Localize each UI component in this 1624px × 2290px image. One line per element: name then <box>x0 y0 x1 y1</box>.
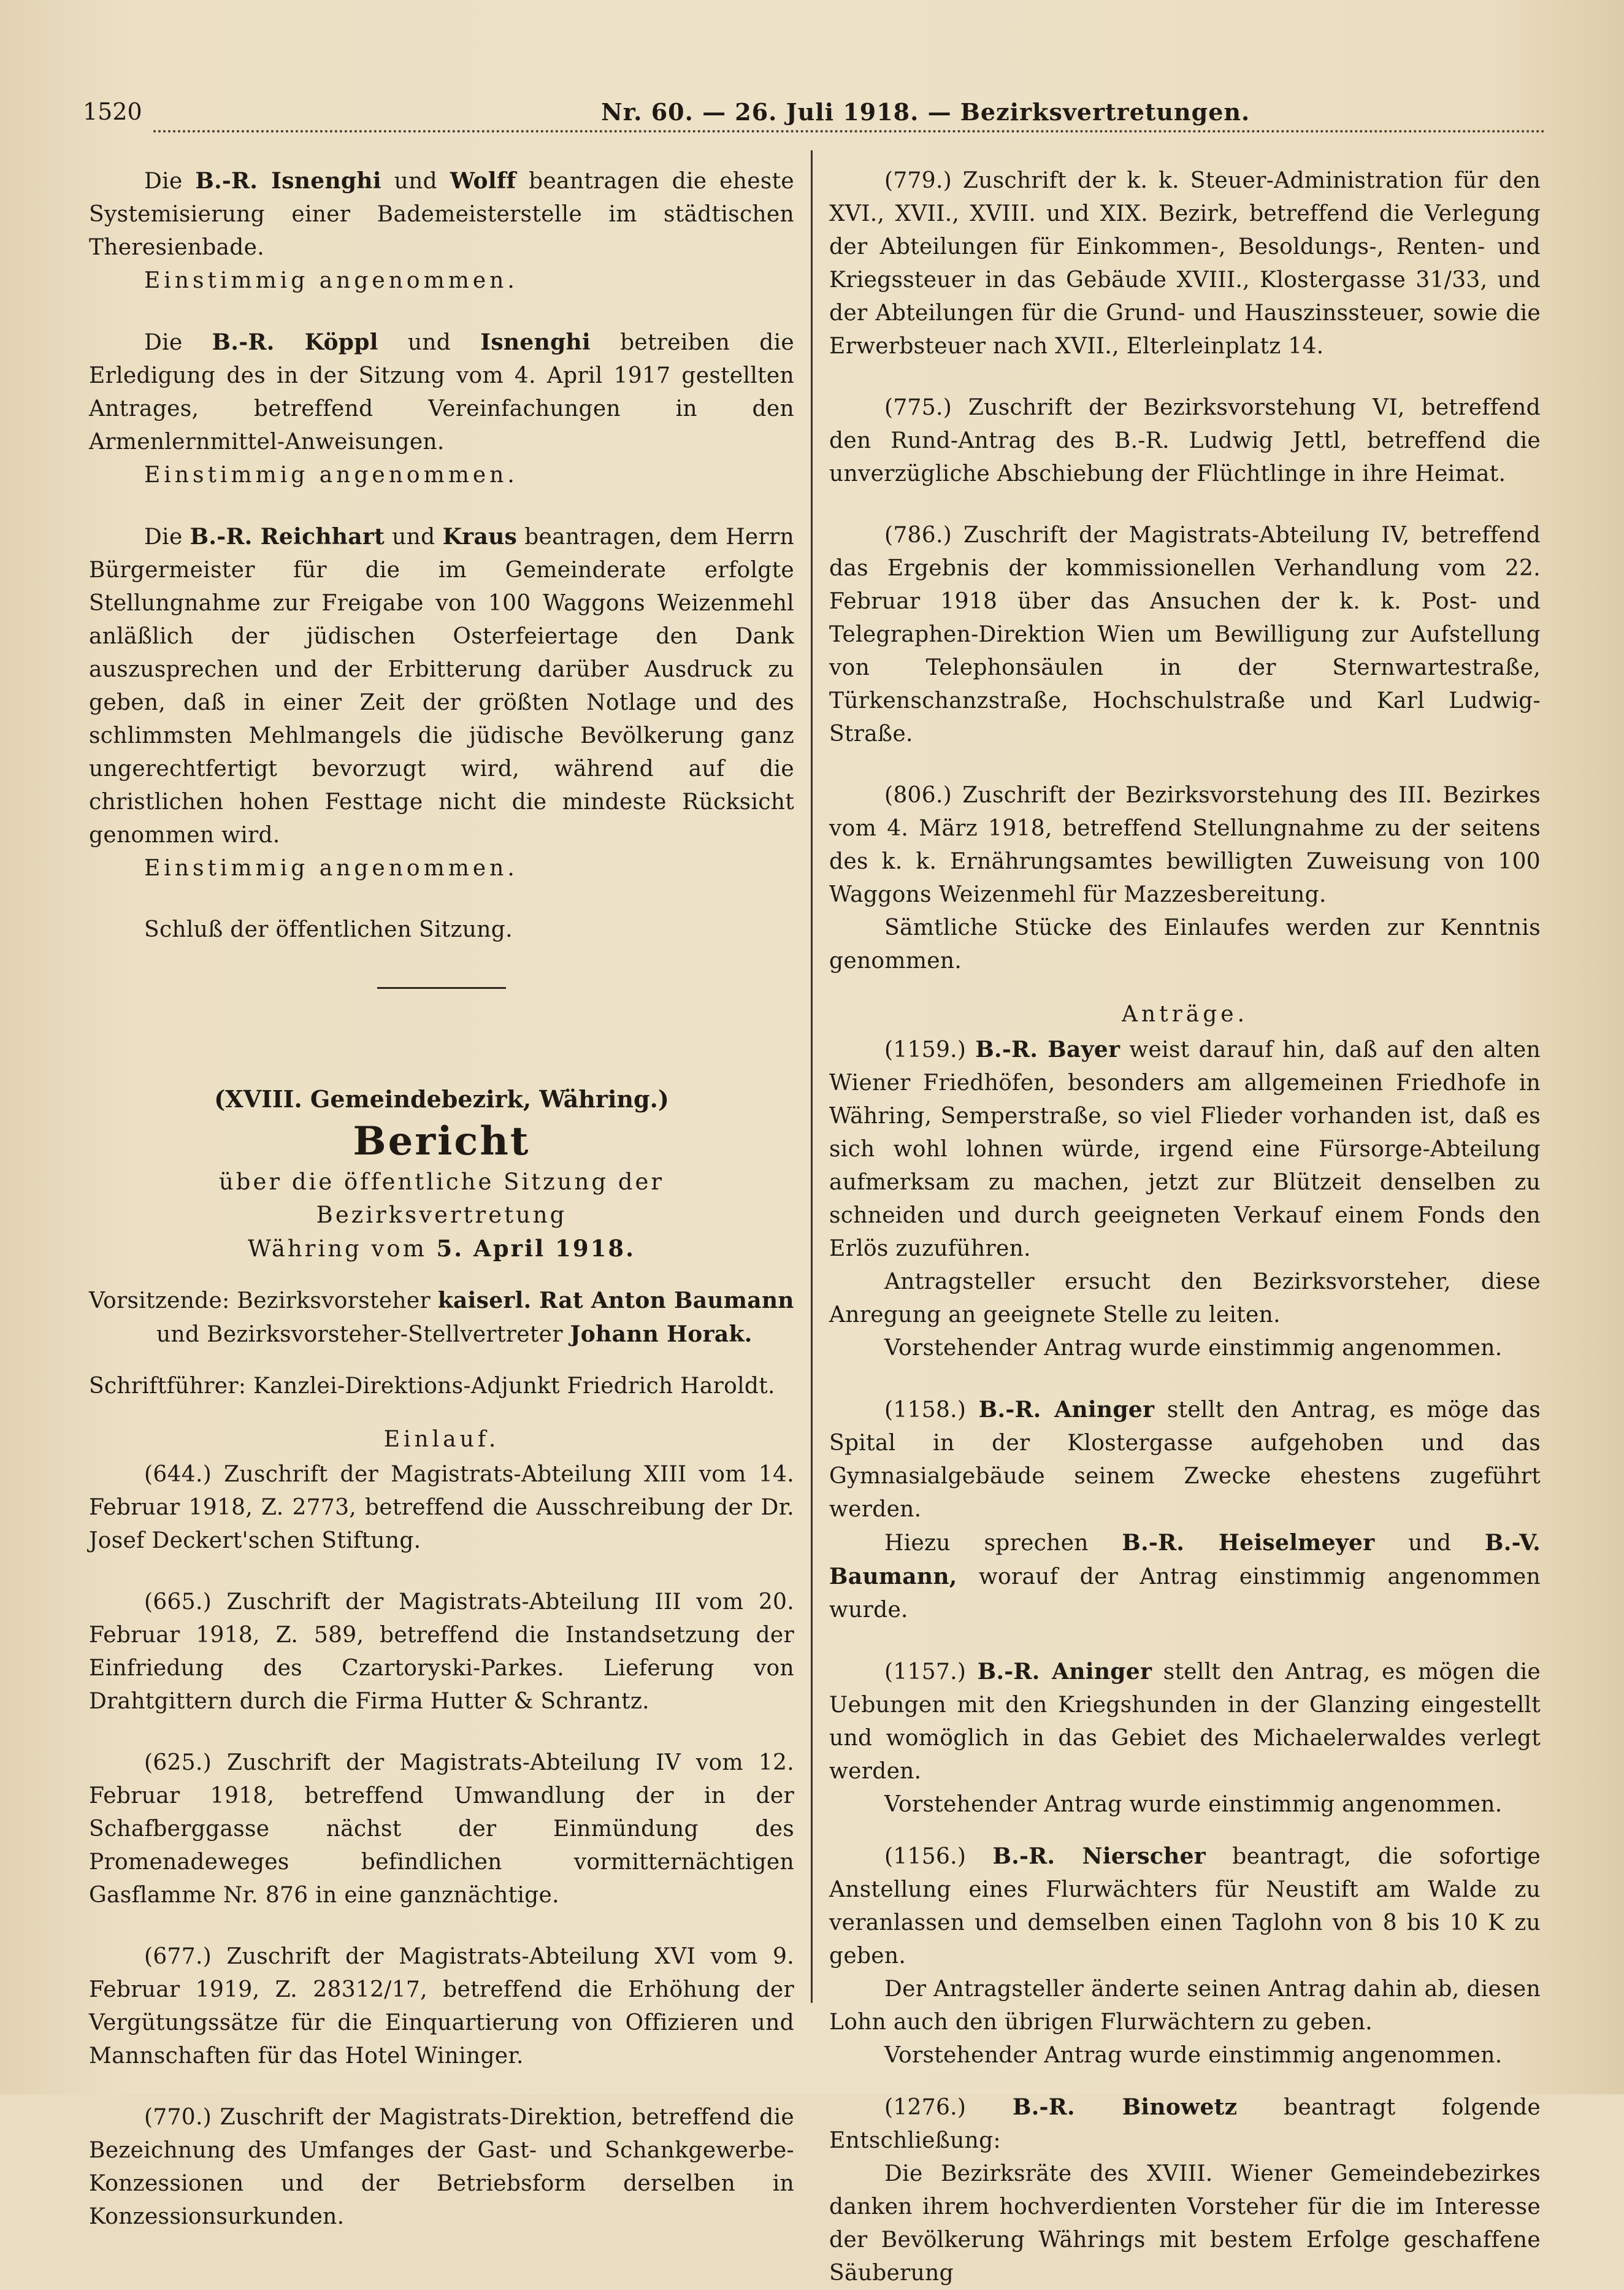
antrag-1159-p2: Antragsteller ersucht den Bezirksvorsteher, diese Anregung an geeignete Stelle zu leiten. <box>829 1269 1541 1328</box>
einlauf-item: (677.) Zuschrift der Magistrats-Abteilung XVI vom 9. Februar 1919, Z. 28312/17, betreffend die Erhöhung der Vergütungssätze für die Einquartierung von Offizieren und Mannschaften für das Hotel Wininger. <box>89 1944 794 2069</box>
header-rule <box>153 130 1545 133</box>
einlauf-item: (625.) Zuschrift der Magistrats-Abteilung IV vom 12. Februar 1918, betreffend Umwandlung der in der Schafberggasse nächst der Einmündung des Promenadeweges befindlichen vormitternächtigen Gasflamme Nr. 876 in eine ganznächtige. <box>89 1750 794 1908</box>
chair-line-1: Vorsitzende: Bezirksvorsteher kaiserl. Rat Anton Baumann <box>89 1288 794 1313</box>
einlauf-item: (786.) Zuschrift der Magistrats-Abteilung IV, betreffend das Ergebnis der kommissionellen Verhandlung vom 22. Februar 1918 über das Ansuchen der k. k. Post- und Telegraphen-Direktion Wien um Bewilligung zur Aufstellung von Telephonsäulen in der Sternwartestraße, Türkenschanzstraße, Hochschulstraße und Karl Ludwig-Straße. <box>829 523 1541 747</box>
antrag-1276-p2: Die Bezirksräte des XVIII. Wiener Gemeindebezirkes danken ihrem hochverdienten Vorsteher für die im Interesse der Bevölkerung Währings mit bestem Erfolge geschaffene Säuberung <box>829 2161 1541 2286</box>
antrag-1156-result: Vorstehender Antrag wurde einstimmig angenommen. <box>884 2043 1503 2068</box>
chair-line-2: und Bezirksvorsteher-Stellvertreter Johann Horak. <box>156 1321 753 1347</box>
right-column <box>829 153 1541 2290</box>
bericht-title: Bericht <box>353 1118 530 1164</box>
secretary-line: Schriftführer: Kanzlei-Direktions-Adjunkt Friedrich Haroldt. <box>89 1374 775 1399</box>
einlauf-heading: Einlauf. <box>383 1427 500 1452</box>
einlauf-item: (806.) Zuschrift der Bezirksvorstehung des III. Bezirkes vom 4. März 1918, betreffend Stellungnahme zu der seitens des k. k. Ernährungsamtes bewilligten Zuweisung von 100 Waggons Weizenmehl für Mazzesbereitung. <box>829 783 1541 907</box>
antrag-1159: (1159.) B.-R. Bayer weist darauf hin, daß auf den alten Wiener Friedhöfen, besonders am allgemeinen Friedhofe in Währing, Semperstraße, so viel Flieder vorhanden ist, daß es sich wohl lohnen würde, irgend eine Fürsorge-Abteilung aufmerksam zu machen, jetzt zur Blützeit denselben zu schneiden und durch geeigneten Verkauf einem Fonds den Erlös zuzuführen. <box>829 1037 1541 1261</box>
motion-result: Einstimmig angenommen. <box>144 856 518 881</box>
section-divider <box>377 987 506 989</box>
einlauf-item: (665.) Zuschrift der Magistrats-Abteilung III vom 20. Februar 1918, Z. 589, betreffend die Instandsetzung der Einfriedung des Czartoryski-Parkes. Lieferung von Drahtgittern durch die Firma Hutter & Schrantz. <box>89 1589 794 1714</box>
einlauf-item: (644.) Zuschrift der Magistrats-Abteilung XIII vom 14. Februar 1918, Z. 2773, betreffend die Ausschreibung der Dr. Josef Deckert'schen Stiftung. <box>89 1462 794 1553</box>
page-number: 1520 <box>83 98 142 125</box>
antrag-1157-result: Vorstehender Antrag wurde einstimmig angenommen. <box>884 1792 1503 1817</box>
einlauf-item: (775.) Zuschrift der Bezirksvorstehung VI, betreffend den Rund-Antrag des B.-R. Ludwig Jettl, betreffend die unverzügliche Abschiebung der Flüchtlinge in ihre Heimat. <box>829 395 1541 486</box>
closing-line: Schluß der öffentlichen Sitzung. <box>144 917 513 942</box>
column-divider <box>811 150 813 2003</box>
district-heading: (XVIII. Gemeindebezirk, Währing.) <box>214 1085 669 1113</box>
einlauf-item: (779.) Zuschrift der k. k. Steuer-Administration für den XVI., XVII., XVIII. und XIX. Bezirk, betreffend die Verlegung der Abteilungen für Einkommen-, Besoldungs-, Renten- und Kriegssteuer in das Gebäude XVIII., Klostergasse 31/33, und der Abteilungen für die Grund- und Hauszinssteuer, sowie die Erwerbsteuer nach XVII., Elterleinplatz 14. <box>829 168 1541 359</box>
einlauf-item: (770.) Zuschrift der Magistrats-Direktion, betreffend die Bezeichnung des Umfanges der Gast- und Schankgewerbe-Konzessionen und der Betriebsform derselben in Konzessionsurkunden. <box>89 2105 794 2229</box>
antrag-1276: (1276.) B.-R. Binowetz beantragt folgende Entschließung: <box>829 2094 1541 2153</box>
bericht-date-line: Währing vom 5. April 1918. <box>248 1235 635 1262</box>
kenntnis-line: Sämtliche Stücke des Einlaufes werden zur Kenntnis genommen. <box>829 915 1541 974</box>
issue-title: Nr. 60. — 26. Juli 1918. — Bezirksvertretungen. <box>601 98 1251 126</box>
page-header <box>83 92 1542 141</box>
motion-reichhart-kraus: Die B.-R. Reichhart und Kraus beantragen, dem Herrn Bürgermeister für die im Gemeinderate erfolgte Stellungnahme zur Freigabe von 100 Waggons Weizenmehl anläßlich der jüdischen Osterfeiertage den Dank auszusprechen und der Erbitterung darüber Ausdruck zu geben, daß in einer Zeit der größten Notlage und des schlimmsten Mehlmangels die jüdische Bevölkerung ganz ungerechtfertigt bevorzugt wird, während auf die christlichen hohen Festtage nicht die mindeste Rücksicht genommen wird. <box>89 524 794 848</box>
bericht-subtitle: über die öffentliche Sitzung der Bezirksvertretung <box>218 1169 665 1228</box>
antrag-1156: (1156.) B.-R. Nierscher beantragt, die sofortige Anstellung eines Flurwächters für Neustift am Walde zu veranlassen und demselben einen Taglohn von 8 bis 10 K zu geben. <box>829 1843 1541 1969</box>
antrag-1158-p2: Hiezu sprechen B.-R. Heiselmeyer und B.-V. Baumann, worauf der Antrag einstimmig angenommen wurde. <box>829 1530 1541 1623</box>
antrag-1156-p2: Der Antragsteller änderte seinen Antrag dahin ab, diesen Lohn auch den übrigen Flurwächtern zu geben. <box>829 1977 1541 2035</box>
motion-result: Einstimmig angenommen. <box>144 463 518 488</box>
antrag-1157: (1157.) B.-R. Aninger stellt den Antrag, es mögen die Uebungen mit den Kriegshunden in der Glanzing eingestellt und womöglich in das Gebiet des Michaelerwaldes verlegt werden. <box>829 1659 1541 1784</box>
motion-result: Einstimmig angenommen. <box>144 268 518 293</box>
left-column <box>89 153 794 2234</box>
motion-koeppl-isnenghi: Die B.-R. Köppl und Isnenghi betreiben die Erledigung des in der Sitzung vom 4. April 1917 gestellten Antrages, betreffend Vereinfachungen in den Armenlernmittel-Anweisungen. <box>89 329 795 455</box>
motion-isnenghi-wolff: Die B.-R. Isnenghi und Wolff beantragen die eheste Systemisierung einer Bademeisterstelle im städtischen Theresienbade. <box>89 168 794 260</box>
antraege-heading: Anträge. <box>1121 1002 1249 1027</box>
antrag-1158: (1158.) B.-R. Aninger stellt den Antrag, es möge das Spital in der Klostergasse aufgehoben und das Gymnasialgebäude seinem Zwecke ehestens zugeführt werden. <box>829 1397 1541 1522</box>
antrag-1159-result: Vorstehender Antrag wurde einstimmig angenommen. <box>884 1335 1503 1361</box>
